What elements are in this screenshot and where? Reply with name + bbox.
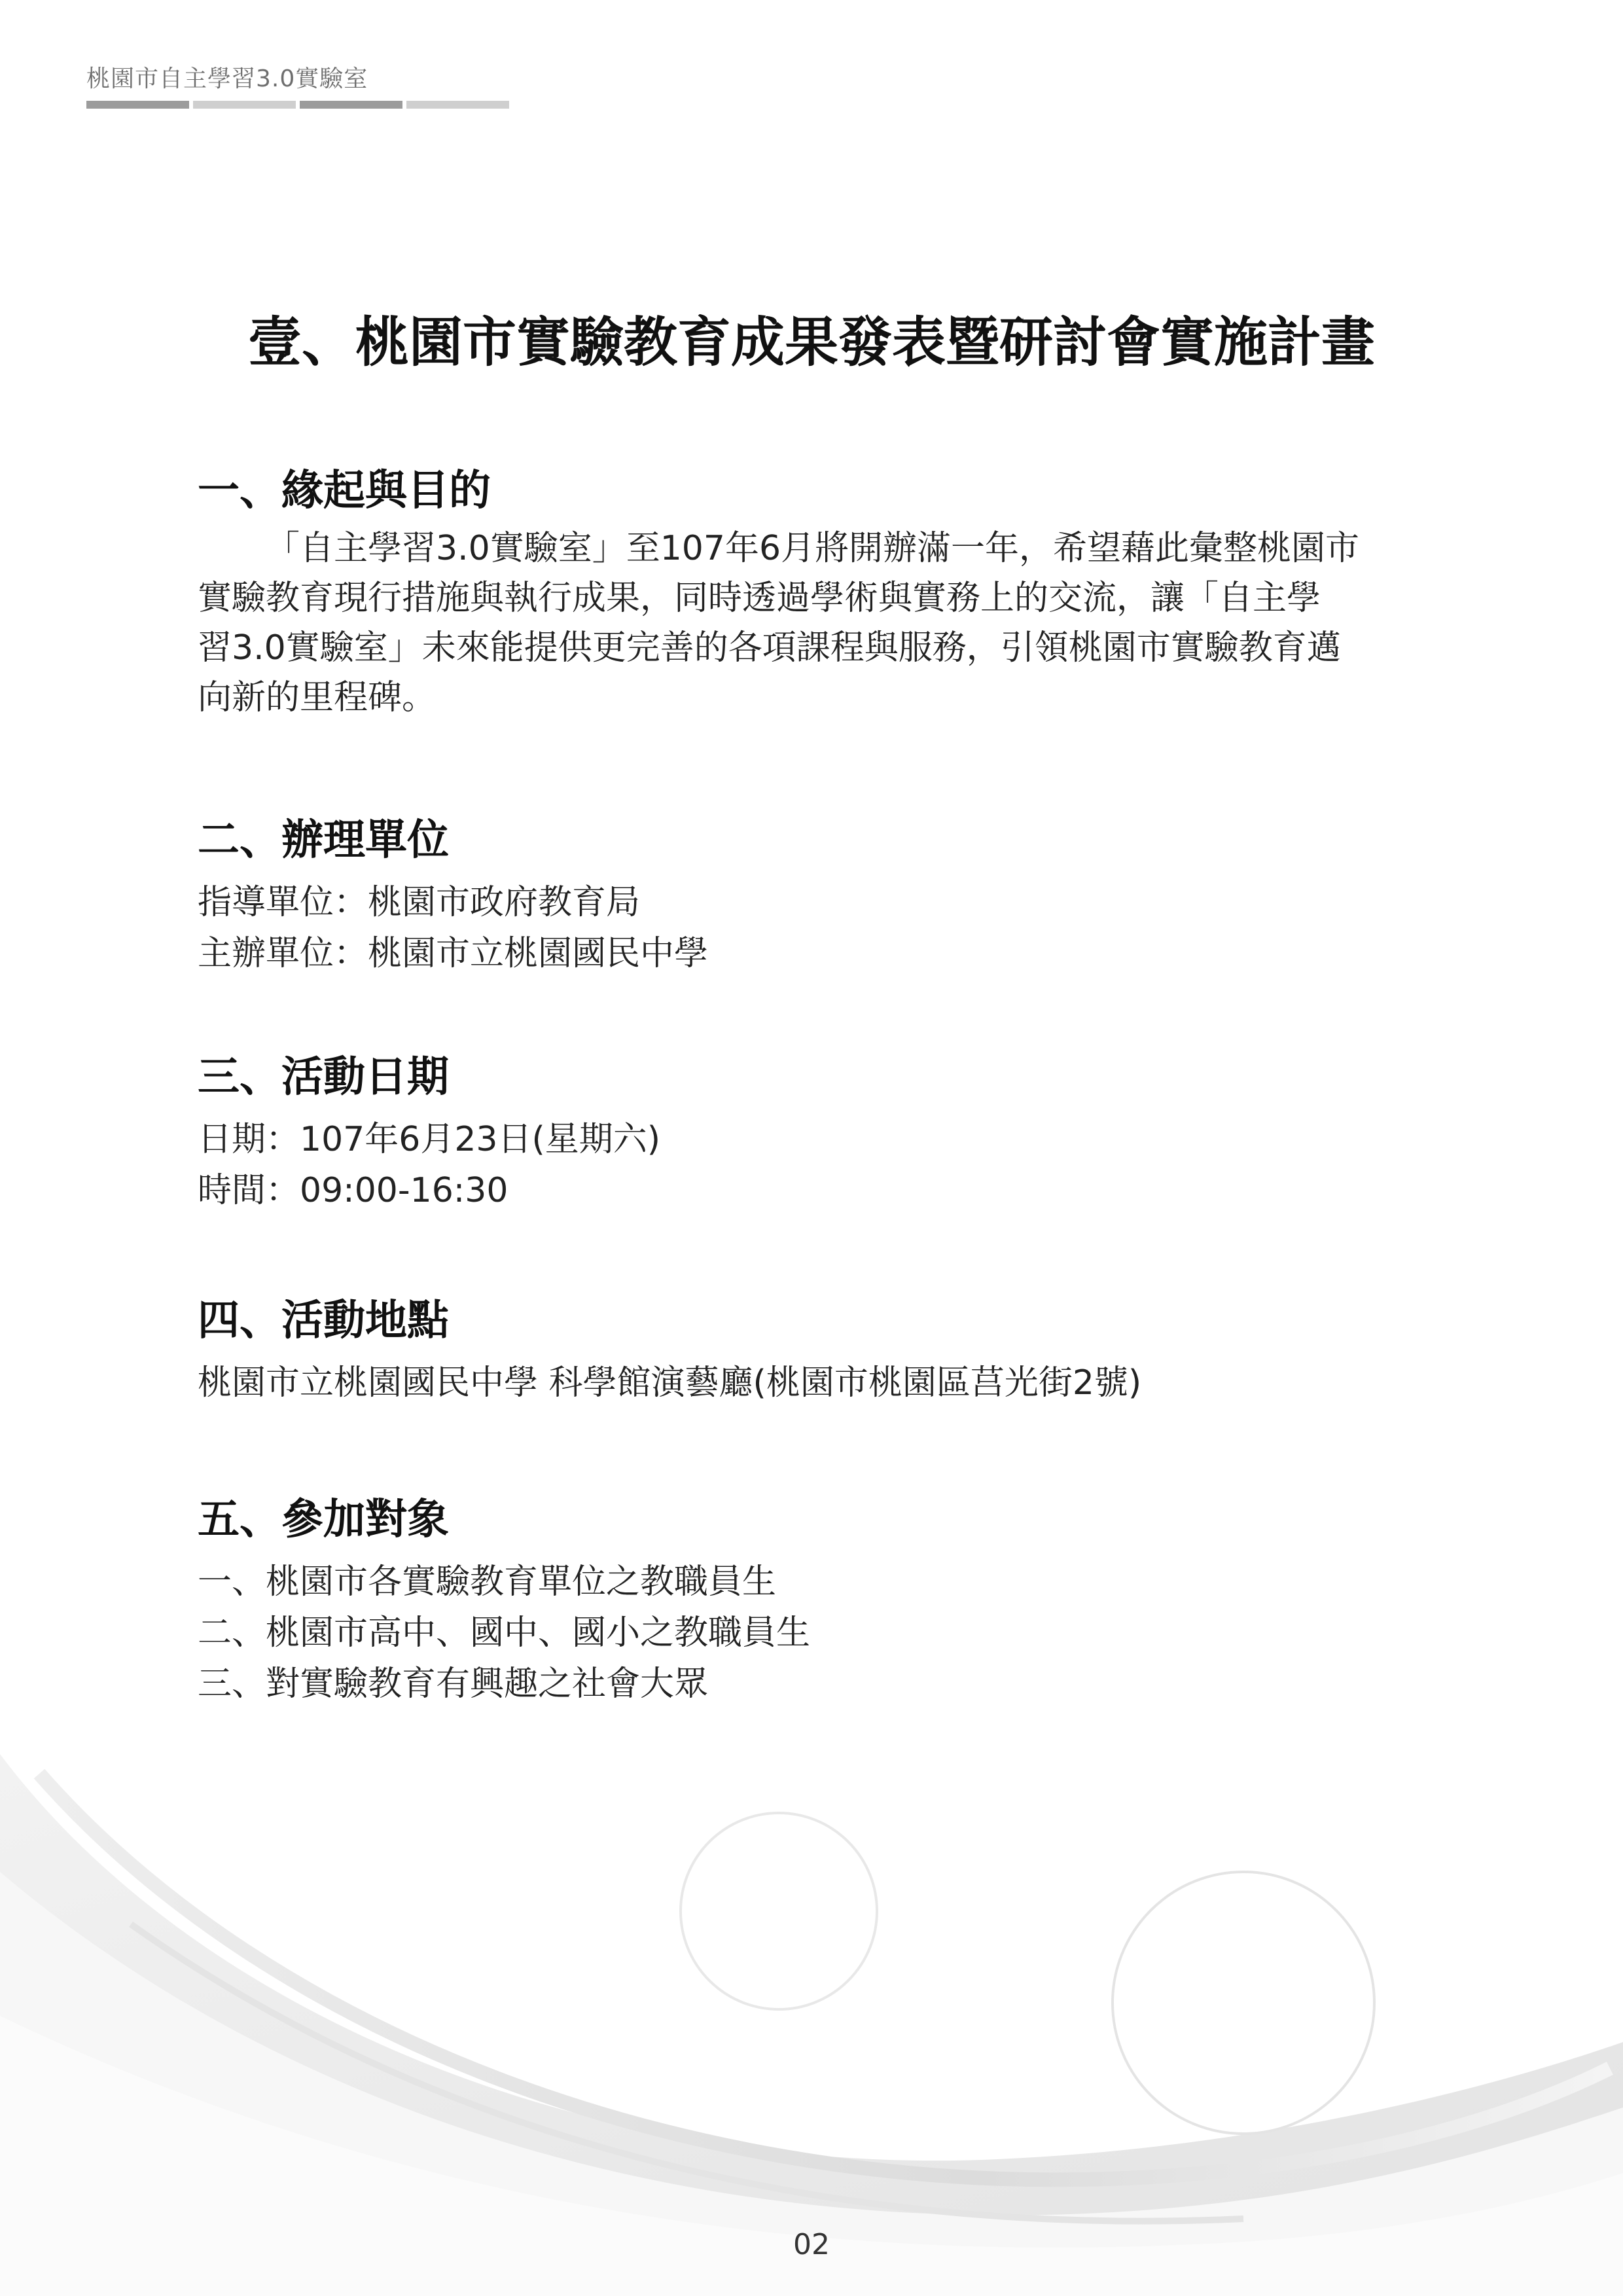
time-line: 時間：09:00-16:30 (198, 1171, 508, 1210)
audience-line: 一、桃園市各實驗教育單位之教職員生 (198, 1562, 777, 1602)
decor-circle (1113, 1872, 1374, 2134)
paragraph-line: 向新的里程碑。 (198, 678, 437, 717)
decorative-swoosh (0, 1676, 1623, 2296)
organizer-line: 指導單位：桃園市政府教育局 (198, 883, 641, 922)
section-heading-purpose: 一、緣起與目的 (198, 467, 491, 515)
header-bar (193, 101, 296, 109)
paragraph-line: 「自主學習3.0實驗室」至107年6月將開辦滿一年，希望藉此彙整桃園市 (266, 529, 1360, 568)
purpose-paragraph (198, 524, 1387, 723)
paragraph-line: 實驗教育現行措施與執行成果，同時透過學術與實務上的交流，讓「自主學 (198, 579, 1321, 618)
location-line: 桃園市立桃園國民中學 科學館演藝廳(桃園市桃園區莒光街2號) (198, 1363, 1142, 1403)
section-heading-organizers: 二、辦理單位 (198, 816, 449, 865)
header-bar (300, 101, 402, 109)
organizer-line: 主辦單位：桃園市立桃園國民中學 (198, 934, 709, 973)
header-bar (86, 101, 189, 109)
decor-circle (681, 1813, 877, 2009)
audience-line: 二、桃園市高中、國中、國小之教職員生 (198, 1613, 811, 1653)
date-line: 日期：107年6月23日(星期六) (198, 1120, 661, 1159)
paragraph-line: 習3.0實驗室」未來能提供更完善的各項課程與服務，引領桃園市實驗教育邁 (198, 628, 1341, 668)
header-label: 桃園市自主學習3.0實驗室 (86, 65, 368, 92)
section-heading-location: 四、活動地點 (198, 1297, 449, 1345)
section-heading-date: 三、活動日期 (198, 1053, 449, 1102)
audience-line: 三、對實驗教育有興趣之社會大眾 (198, 1664, 709, 1704)
header-bars (86, 101, 509, 109)
page-number: 02 (793, 2228, 830, 2261)
section-heading-audience: 五、參加對象 (198, 1496, 449, 1544)
header-bar (406, 101, 509, 109)
page-title: 壹、桃園市實驗教育成果發表暨研討會實施計畫 (247, 312, 1375, 374)
